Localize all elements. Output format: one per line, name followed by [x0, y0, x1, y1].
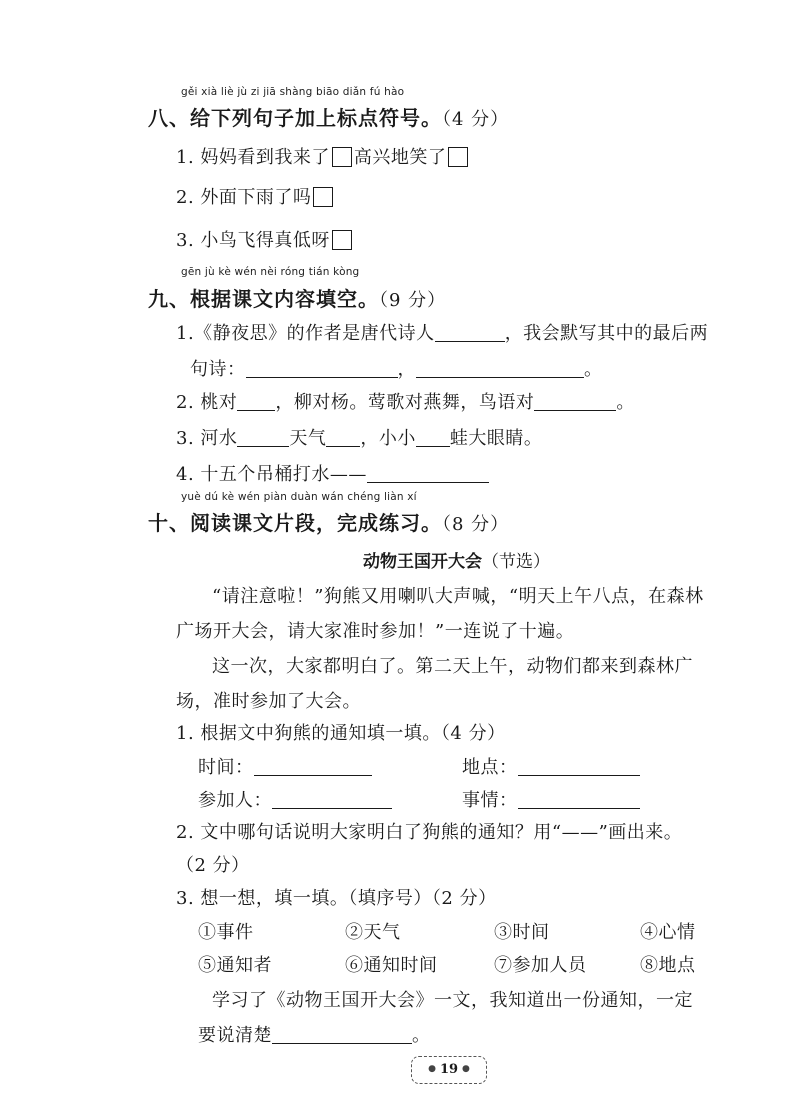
section8-item-3-a: 3. 小鸟飞得真低呀 — [176, 230, 330, 251]
section8-item-1 — [176, 143, 470, 169]
summary-line1: 学习了《动物王国开大会》一文，我知道出一份通知，一定 — [212, 990, 693, 1011]
blank-tao[interactable] — [237, 392, 275, 411]
blank-people[interactable] — [272, 790, 392, 809]
passage-para2-line1: 这一次，大家都明白了。第二天上午，动物们都来到森林广 — [212, 656, 693, 677]
section10-pinyin: yuè dú kè wén piàn duàn wán chéng liàn xí — [181, 491, 417, 503]
option-8: ⑧地点 — [640, 955, 696, 976]
q1-event-label: 事情： — [462, 790, 518, 811]
section9-q1-line2 — [190, 355, 603, 381]
punctuation-box[interactable] — [332, 147, 352, 167]
page-number-box — [411, 1056, 487, 1084]
blank-summary[interactable] — [272, 1025, 412, 1044]
passage-para1-line2: 广场开大会，请大家准时参加！”一连说了十遍。 — [176, 621, 575, 642]
section9-q2-end: 。 — [616, 392, 635, 413]
passage-title — [363, 547, 550, 572]
section8-item-2-a: 2. 外面下雨了吗 — [176, 187, 312, 208]
decor-dot-icon: ● — [462, 1064, 470, 1074]
passage-para1-line1: “请注意啦！”狗熊又用喇叭大声喊，“明天上午八点，在森林 — [212, 586, 704, 607]
page-number: 19 — [439, 1062, 459, 1077]
q1-people — [198, 786, 392, 812]
blank-poem-line-1[interactable] — [246, 359, 398, 378]
section9-points: （9 分） — [379, 290, 447, 311]
section9-q2-text: 2. 桃对 — [176, 392, 238, 413]
q1-place-label: 地点： — [462, 757, 518, 778]
section10-points: （8 分） — [442, 514, 510, 535]
option-7: ⑦参加人员 — [494, 955, 587, 976]
section9-pinyin: gēn jù kè wén nèi róng tián kòng — [181, 266, 360, 278]
option-1: ①事件 — [198, 922, 254, 943]
blank-poem-line-2[interactable] — [416, 359, 584, 378]
section8-points: （4 分） — [442, 109, 510, 130]
q1-place — [462, 753, 640, 779]
section9-q2-text-b: ，柳对杨。莺歌对燕舞，鸟语对 — [275, 392, 535, 413]
punctuation-box[interactable] — [332, 230, 352, 250]
q1-people-label: 参加人： — [198, 790, 272, 811]
blank-xiehouyu[interactable] — [367, 464, 489, 483]
section9-heading — [148, 283, 446, 312]
section10-q1: 1. 根据文中狗熊的通知填一填。（4 分） — [176, 723, 506, 744]
section9-q2 — [176, 388, 635, 414]
blank-heshui[interactable] — [237, 428, 289, 447]
passage-title-sub: （节选） — [482, 552, 550, 572]
section9-number: 九、 — [148, 287, 190, 311]
section9-q1-end: 。 — [584, 359, 603, 380]
option-3: ③时间 — [494, 922, 550, 943]
section8-pinyin: gěi xià liè jù zi jiā shàng biāo diǎn fú hào — [181, 86, 405, 98]
section9-title: 根据课文内容填空。 — [190, 287, 379, 311]
section9-q3-text: 3. 河水 — [176, 428, 238, 449]
section8-title: 给下列句子加上标点符号。 — [190, 106, 442, 130]
section9-q1-text-b: ，我会默写其中的最后两 — [504, 323, 709, 344]
blank-time[interactable] — [254, 757, 372, 776]
section8-item-1-a: 1. 妈妈看到我来了 — [176, 147, 330, 168]
passage-para2-line2: 场，准时参加了大会。 — [176, 691, 361, 712]
blank-xiaoxiao[interactable] — [416, 428, 450, 447]
section8-item-1-b: 高兴地笑了 — [353, 147, 447, 168]
section8-heading — [148, 102, 509, 131]
section9-q1-comma: ， — [397, 359, 416, 380]
section9-q4 — [176, 460, 489, 486]
passage-title-text: 动物王国开大会 — [363, 552, 482, 572]
section8-item-2 — [176, 183, 335, 209]
section9-q3-text-b: 天气 — [289, 428, 327, 449]
decor-dot-icon: ● — [428, 1064, 436, 1074]
section9-q4-text: 4. 十五个吊桶打水—— — [176, 464, 367, 485]
q1-time — [198, 753, 372, 779]
section9-q3 — [176, 424, 542, 450]
blank-poet[interactable] — [435, 323, 505, 342]
section10-q2-line1: 2. 文中哪句话说明大家明白了狗熊的通知？用“——”画出来。 — [176, 822, 683, 843]
option-5: ⑤通知者 — [198, 955, 272, 976]
section10-q2-line2: （2 分） — [176, 855, 250, 876]
option-6: ⑥通知时间 — [345, 955, 438, 976]
section10-title: 阅读课文片段，完成练习。 — [190, 511, 442, 535]
q1-event — [462, 786, 640, 812]
blank-tianqi[interactable] — [326, 428, 360, 447]
section9-q3-text-d: 蛙大眼睛。 — [449, 428, 543, 449]
blank-event[interactable] — [518, 790, 640, 809]
section10-number: 十、 — [148, 511, 190, 535]
blank-niaoyu[interactable] — [534, 392, 616, 411]
section10-q3: 3. 想一想，填一填。（填序号）（2 分） — [176, 888, 497, 909]
punctuation-box[interactable] — [313, 187, 333, 207]
summary-line2 — [198, 1021, 431, 1047]
section9-q3-text-c: ，小小 — [360, 428, 416, 449]
section9-q1-line1 — [176, 319, 708, 345]
option-4: ④心情 — [640, 922, 696, 943]
summary-end: 。 — [412, 1025, 431, 1046]
section8-number: 八、 — [148, 106, 190, 130]
q1-time-label: 时间： — [198, 757, 254, 778]
section8-item-3 — [176, 226, 354, 252]
punctuation-box[interactable] — [448, 147, 468, 167]
blank-place[interactable] — [518, 757, 640, 776]
option-2: ②天气 — [345, 922, 401, 943]
summary-text: 要说清楚 — [198, 1025, 272, 1046]
section9-q1-text: 1.《静夜思》的作者是唐代诗人 — [176, 323, 435, 344]
section10-heading — [148, 507, 509, 536]
section9-q1-text-c: 句诗： — [190, 359, 246, 380]
